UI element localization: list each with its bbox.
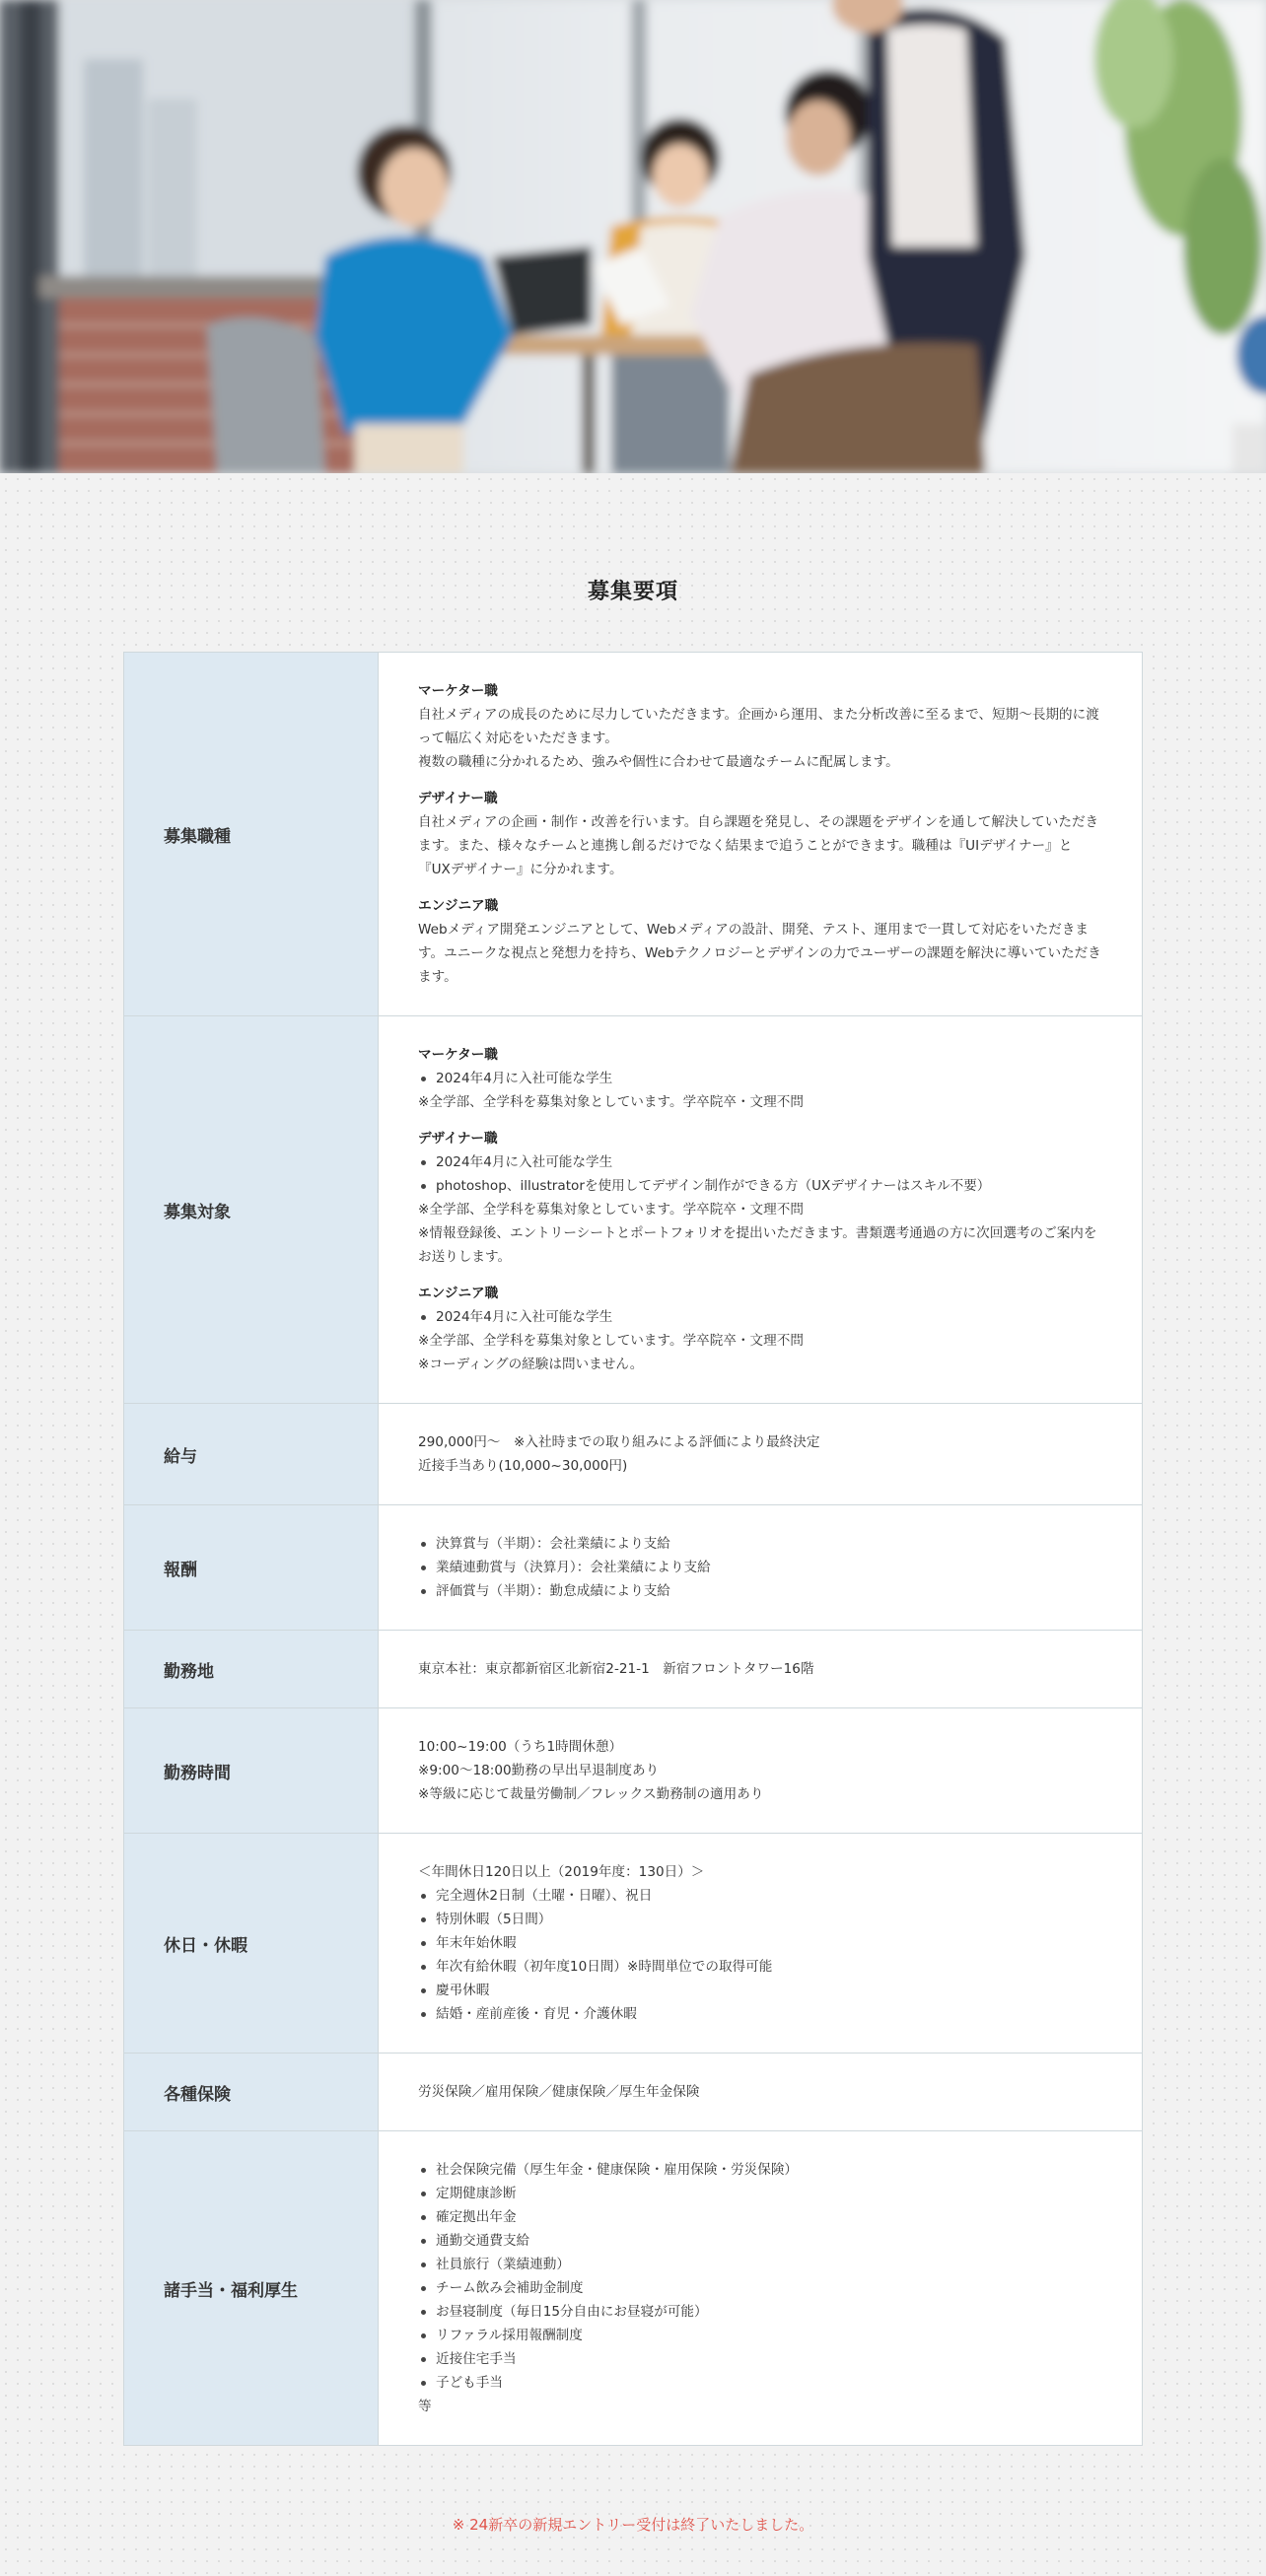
row-content [379, 653, 1142, 1015]
row-label: 勤務地 [124, 1631, 379, 1707]
list-item: 年次有給休暇（初年度10日間）※時間単位での取得可能 [418, 1955, 1102, 1979]
job-block-designer [418, 787, 1102, 881]
list-item: 結婚・産前産後・育児・介護休暇 [418, 2002, 1102, 2026]
row-content [379, 1404, 1142, 1504]
requirements-section [0, 473, 1266, 2576]
row-label: 各種保険 [124, 2054, 379, 2130]
list-item: 通勤交通費支給 [418, 2229, 1102, 2253]
row-content [379, 1631, 1142, 1707]
bottom-spacer [0, 2537, 1266, 2576]
list-item: リファラル採用報酬制度 [418, 2324, 1102, 2347]
requirements-table [123, 652, 1143, 2446]
insurance-text: 労災保険／雇用保険／健康保険／厚生年金保険 [418, 2084, 700, 2100]
list-item: 業績連動賞与（決算月）：会社業績により支給 [418, 1556, 1102, 1579]
block-text: Webメディア開発エンジニアとして、Webメディアの設計、開発、テスト、運用まで一貫して対応をいただきます。ユニークな視点と発想力を持ち、Webテクノロジーとデザインの力でユーザーの課題を解決に導いていただきます。 [418, 922, 1101, 985]
block-text: 自社メディアの成長のために尽力していただきます。企画から運用、また分析改善に至るまで、短期〜長期的に渡って幅広く対応をいただきます。 [418, 707, 1099, 746]
bullet-list [418, 1067, 1102, 1090]
list-item: 慶弔休暇 [418, 1979, 1102, 2002]
list-item: 近接住宅手当 [418, 2347, 1102, 2371]
list-item: 年末年始休暇 [418, 1931, 1102, 1955]
hours-note: ※等級に応じて裁量労働制／フレックス勤務制の適用あり [418, 1786, 764, 1802]
row-holidays [124, 1833, 1142, 2053]
row-label: 給与 [124, 1404, 379, 1504]
note-text: ※全学部、全学科を募集対象としています。学卒院卒・文理不問 [418, 1202, 804, 1218]
block-title: マーケター職 [418, 1047, 498, 1063]
list-item: photoshop、illustratorを使用してデザイン制作ができる方（UXデザイナーはスキル不要） [418, 1174, 1102, 1198]
block-title: エンジニア職 [418, 898, 499, 914]
list-item: 特別休暇（5日間） [418, 1908, 1102, 1931]
hours-text: 10:00~19:00（うち1時間休憩） [418, 1739, 623, 1755]
list-item: 完全週休2日制（土曜・日曜）、祝日 [418, 1884, 1102, 1908]
note-text: ※全学部、全学科を募集対象としています。学卒院卒・文理不問 [418, 1094, 804, 1110]
list-item: 定期健康診断 [418, 2182, 1102, 2205]
note-text: ※全学部、全学科を募集対象としています。学卒院卒・文理不問 [418, 1333, 804, 1349]
row-content [379, 2054, 1142, 2130]
list-item: チーム飲み会補助金制度 [418, 2276, 1102, 2300]
bullet-list [418, 2158, 1102, 2395]
block-text: 自社メディアの企画・制作・改善を行います。自ら課題を発見し、その課題をデザインを通して解決していただきます。また、様々なチームと連携し創るだけでなく結果まで追うことができます。職種は『UIデザイナー』と『UXデザイナー』に分かれます。 [418, 814, 1099, 877]
bullet-list [418, 1884, 1102, 2026]
row-hours [124, 1707, 1142, 1833]
salary-text: 290,000円～ ※入社時までの取り組みによる評価により最終決定 [418, 1434, 820, 1450]
row-label: 募集対象 [124, 1016, 379, 1403]
block-title: デザイナー職 [418, 791, 498, 806]
block-title: マーケター職 [418, 683, 498, 699]
list-item: お昼寝制度（毎日15分自由にお昼寝が可能） [418, 2300, 1102, 2324]
row-content [379, 1708, 1142, 1833]
row-label: 募集職種 [124, 653, 379, 1015]
bullet-list [418, 1150, 1102, 1198]
list-item: 2024年4月に入社可能な学生 [418, 1150, 1102, 1174]
salary-allowance-text: 近接手当あり(10,000~30,000円) [418, 1458, 628, 1474]
row-insurance [124, 2053, 1142, 2130]
block-text: 複数の職種に分かれるため、強みや個性に合わせて最適なチームに配属します。 [418, 754, 899, 770]
row-targets [124, 1015, 1142, 1403]
list-item: 確定拠出年金 [418, 2205, 1102, 2229]
row-location [124, 1630, 1142, 1707]
holidays-intro: ＜年間休日120日以上（2019年度：130日）＞ [418, 1864, 705, 1880]
row-content [379, 2131, 1142, 2445]
row-job-types [124, 653, 1142, 1015]
section-title: 募集要項 [587, 580, 678, 604]
list-item: 評価賞与（半期）：勤怠成績により支給 [418, 1579, 1102, 1603]
row-salary [124, 1403, 1142, 1504]
hours-note: ※9:00〜18:00勤務の早出早退制度あり [418, 1763, 660, 1778]
target-block-engineer [418, 1282, 1102, 1376]
row-label: 勤務時間 [124, 1708, 379, 1833]
location-text: 東京本社：東京都新宿区北新宿2-21-1 新宿フロントタワー16階 [418, 1661, 814, 1677]
entry-closed-notice: ※ 24新卒の新規エントリー受付は終了いたしました。 [452, 2516, 814, 2534]
list-item: 子ども手当 [418, 2371, 1102, 2395]
row-label: 休日・休暇 [124, 1834, 379, 2053]
list-item: 社員旅行（業績連動） [418, 2253, 1102, 2276]
block-title: デザイナー職 [418, 1131, 498, 1147]
note-text: ※情報登録後、エントリーシートとポートフォリオを提出いただきます。書類選考通過の方に次回選考のご案内をお送りします。 [418, 1225, 1097, 1265]
job-block-marketer [418, 679, 1102, 774]
bullet-list [418, 1532, 1102, 1603]
target-block-marketer [418, 1043, 1102, 1114]
row-content [379, 1016, 1142, 1403]
row-benefits [124, 2130, 1142, 2445]
job-block-engineer [418, 894, 1102, 989]
target-block-designer [418, 1127, 1102, 1269]
row-label: 報酬 [124, 1505, 379, 1630]
row-label: 諸手当・福利厚生 [124, 2131, 379, 2445]
office-meeting-photo [0, 0, 1266, 473]
list-item: 社会保険完備（厚生年金・健康保険・雇用保険・労災保険） [418, 2158, 1102, 2182]
hero-image [0, 0, 1266, 473]
row-rewards [124, 1504, 1142, 1630]
list-item: 2024年4月に入社可能な学生 [418, 1305, 1102, 1329]
row-content [379, 1505, 1142, 1630]
list-item: 決算賞与（半期）：会社業績により支給 [418, 1532, 1102, 1556]
list-item: 2024年4月に入社可能な学生 [418, 1067, 1102, 1090]
note-text: ※コーディングの経験は問いません。 [418, 1357, 644, 1372]
benefits-footer: 等 [418, 2399, 432, 2414]
bullet-list [418, 1305, 1102, 1329]
block-title: エンジニア職 [418, 1286, 499, 1301]
row-content [379, 1834, 1142, 2053]
